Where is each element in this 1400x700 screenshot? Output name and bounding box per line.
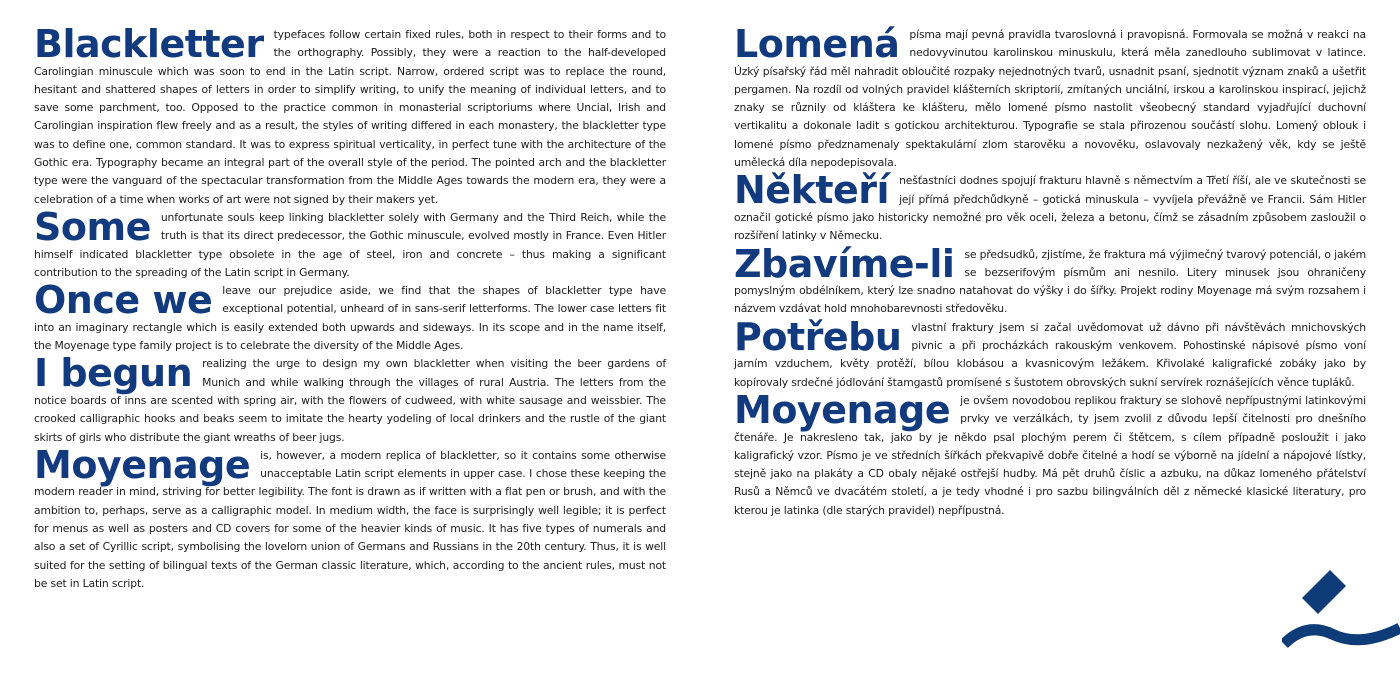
paragraph-moyenage (34, 442, 666, 593)
paragraph-text: je ovšem novodobou replikou fraktury se slohově nepřípustnými latinkovými prvky ve verzálkách, ty jsem zvolil z důvodu lepší čitelnosti pro dnešního čtenáře. Je nakresleno tak, jako by je někdo psal plochým perem či štětcem, s cílem případně posloužit i jako kaligrafický vzor. Písmo je ve středních šířkách překvapivě dobře čitelné a hodí se výborně na jídelní a nápojové lístky, stejně jako na plakáty a CD obaly nějaké ostřejší hudby. Má pět druhů číslic a azbuku, na důkaz lomeného přátelství Rusů a Němců ve dvacátém století, a je tedy vhodné i pro sazbu bilingválních děl z německé klasické literatury, pro kterou je latinka (dle starých pravidel) nepřípustná. (734, 393, 1366, 517)
paragraph-text: realizing the urge to design my own blackletter when visiting the beer gardens of Munich and while walking through the villages of rural Austria. The letters from the notice boards of inns are scented with spring air, with the flowers of cudweed, with white sausage and weissbier. The crooked calligraphic hooks and beaks seem to imitate the hearty yodeling of local drinkers and the rustle of the giant skirts of girls who distribute the giant wreaths of beer jugs. (34, 357, 666, 444)
paragraph-some (34, 204, 666, 282)
lead-word: Some (34, 204, 151, 249)
lead-word: I begun (34, 351, 193, 396)
paragraph-blackletter (34, 22, 666, 209)
lead-word: Moyenage (34, 442, 251, 487)
paragraph-i-begun (34, 351, 666, 446)
paragraph-text: typefaces follow certain fixed rules, both in respect to their forms and to the orthography. Possibly, they were a reaction to the half-developed Carolingian minuscule which was soon to end in the Latin script. Narrow, ordered script was to replace the round, hesitant and shattered shapes of letters in order to simplify writing, to unify the meaning of individual letters, and to save some parchment, too. Opposed to the practice common in monasterial scriptoriums where Uncial, Irish and Carolingian inspiration flew freely and as a result, the styles of writing differed in each monastery, the blackletter type was to define one, common standard. It was to express spiritual verticality, in perfect tune with the architecture of the Gothic era. Typography became an integral part of the overall style of the period. The pointed arch and the blackletter type were the vanguard of the spectacular transformation from the Middle Ages towards the modern era, they were a celebration of a time when works of art were not signed by their makers yet. (34, 28, 666, 206)
paragraph-text: unfortunate souls keep linking blackletter solely with Germany and the Third Reich, while the truth is that its direct predecessor, the Gothic minuscule, evolved mostly in France. Even Hitler himself indicated blackletter type obsolete in the age of steel, iron and concrete – thus making a significant contribution to the spreading of the Latin script in Germany. (34, 210, 666, 279)
lead-word: Někteří (734, 168, 890, 213)
paragraph-nekteri (734, 168, 1366, 245)
lead-word: Zbavíme-li (734, 241, 955, 286)
paragraph-text: vlastní fraktury jsem si začal uvědomovat už dávno při návštěvách mnichovských pivnic a při procházkách rakouským venkovem. Pohostinské nápisové písmo voní jarním vzduchem, květy protěží, bílou klobásou a kvasnicovým ležákem. Křivolaké kaligrafické zobáky jako by kopírovaly srdečné jódlování štamgastů promísené s šustotem obrovských sukní servírek roznášejících věnce tupláků. (734, 320, 1366, 389)
paragraph-moyenage-cz (734, 387, 1366, 520)
lead-word: Once we (34, 278, 213, 323)
paragraph-text: se předsudků, zjistíme, že fraktura má výjimečný tvarový potenciál, o jakém se bezserifovým písmům ani nesnilo. Litery minusek jsou ohraničeny pomyslným obdélníkem, který lze snadno natahovat do výšky i do šířky. Projekt rodiny Moyenage má svým rozsahem i názvem vzdávat hold mnohobarevnosti středověku. (734, 247, 1366, 316)
paragraph-text: is, however, a modern replica of blackletter, so it contains some otherwise unacceptable Latin script elements in upper case. I chose these keeping the modern reader in mind, striving for better legibility. The font is drawn as if written with a flat pen or brush, and with the ambition to, perhaps, serve as a calligraphic model. In medium width, the face is surprisingly well legible; it is perfect for menus as well as posters and CD covers for some of the heavier kinds of music. It has five types of numerals and also a set of Cyrillic script, symbolising the lovelorn union of Germans and Russians in the 20th century. Thus, it is well suited for the setting of bilingual texts of the German classic literature, which, according to the ancient rules, must not be set in Latin script. (34, 448, 666, 590)
lead-word: Lomená (734, 22, 900, 66)
english-column (34, 22, 666, 593)
paragraph-lomena (734, 22, 1366, 172)
paragraph-potrebu (734, 314, 1366, 392)
paragraph-text: písma mají pevná pravidla tvaroslovná i pravopisná. Formovala se možná v reakci na nedovyvinutou karolinskou minuskulu, která měla zanedlouho sublimovat v latince. Úzký písařský řád měl nahradit obloučité rozpaky nejednotných tvarů, usnadnit psaní, sjednotit význam znaků a ušetřit pergamen. Na rozdíl od volných pravidel klášterních skriptorií, zmítaných unciální, irskou a karolinskou inspirací, jejichž znaky se různily od kláštera ke klášteru, mělo lomené písmo nastolit všeobecný standard vyjadřující duchovní vertikalitu a dokonale ladit s gotickou architekturou. Typografie se stala přirozenou součástí slohu. Lomený oblouk i lomené písmo předznamenaly spektakulární zlom starověku a novověku, oslavovaly nezkažený věk, kdy se ještě umělecká díla nepodepisovala. (734, 28, 1366, 170)
paragraph-text: nešťastníci dodnes spojují frakturu hlavně s němectvím a Třetí říší, ale ve skutečnosti se její přímá předchůdkyně – gotická minuskula – vyvíjela převážně ve Francii. Sám Hitler označil gotické písmo jako historicky nemožné pro věk oceli, železa a betonu, čímž se zásadním způsobem zasloužil o rozšíření latinky v Německu. (734, 174, 1366, 243)
wave-icon (1284, 628, 1400, 644)
pen-nib-icon (1302, 570, 1346, 614)
paragraph-zbavime-li (734, 241, 1366, 319)
lead-word: Blackletter (34, 22, 264, 66)
paragraph-text: leave our prejudice aside, we find that the shapes of blackletter type have exceptional potential, unheard of in sans-serif letterforms. The lower case letters fit into an imaginary rectangle which is easily extended both upwards and sideways. In its scope and in the name itself, the Moyenage type family project is to celebrate the diversity of the Middle Ages. (34, 284, 666, 353)
czech-column (734, 22, 1366, 520)
lead-word: Moyenage (734, 387, 951, 432)
pen-nib-wave-logo-icon (1282, 566, 1400, 666)
paragraph-once-we (34, 278, 666, 355)
lead-word: Potřebu (734, 314, 902, 359)
